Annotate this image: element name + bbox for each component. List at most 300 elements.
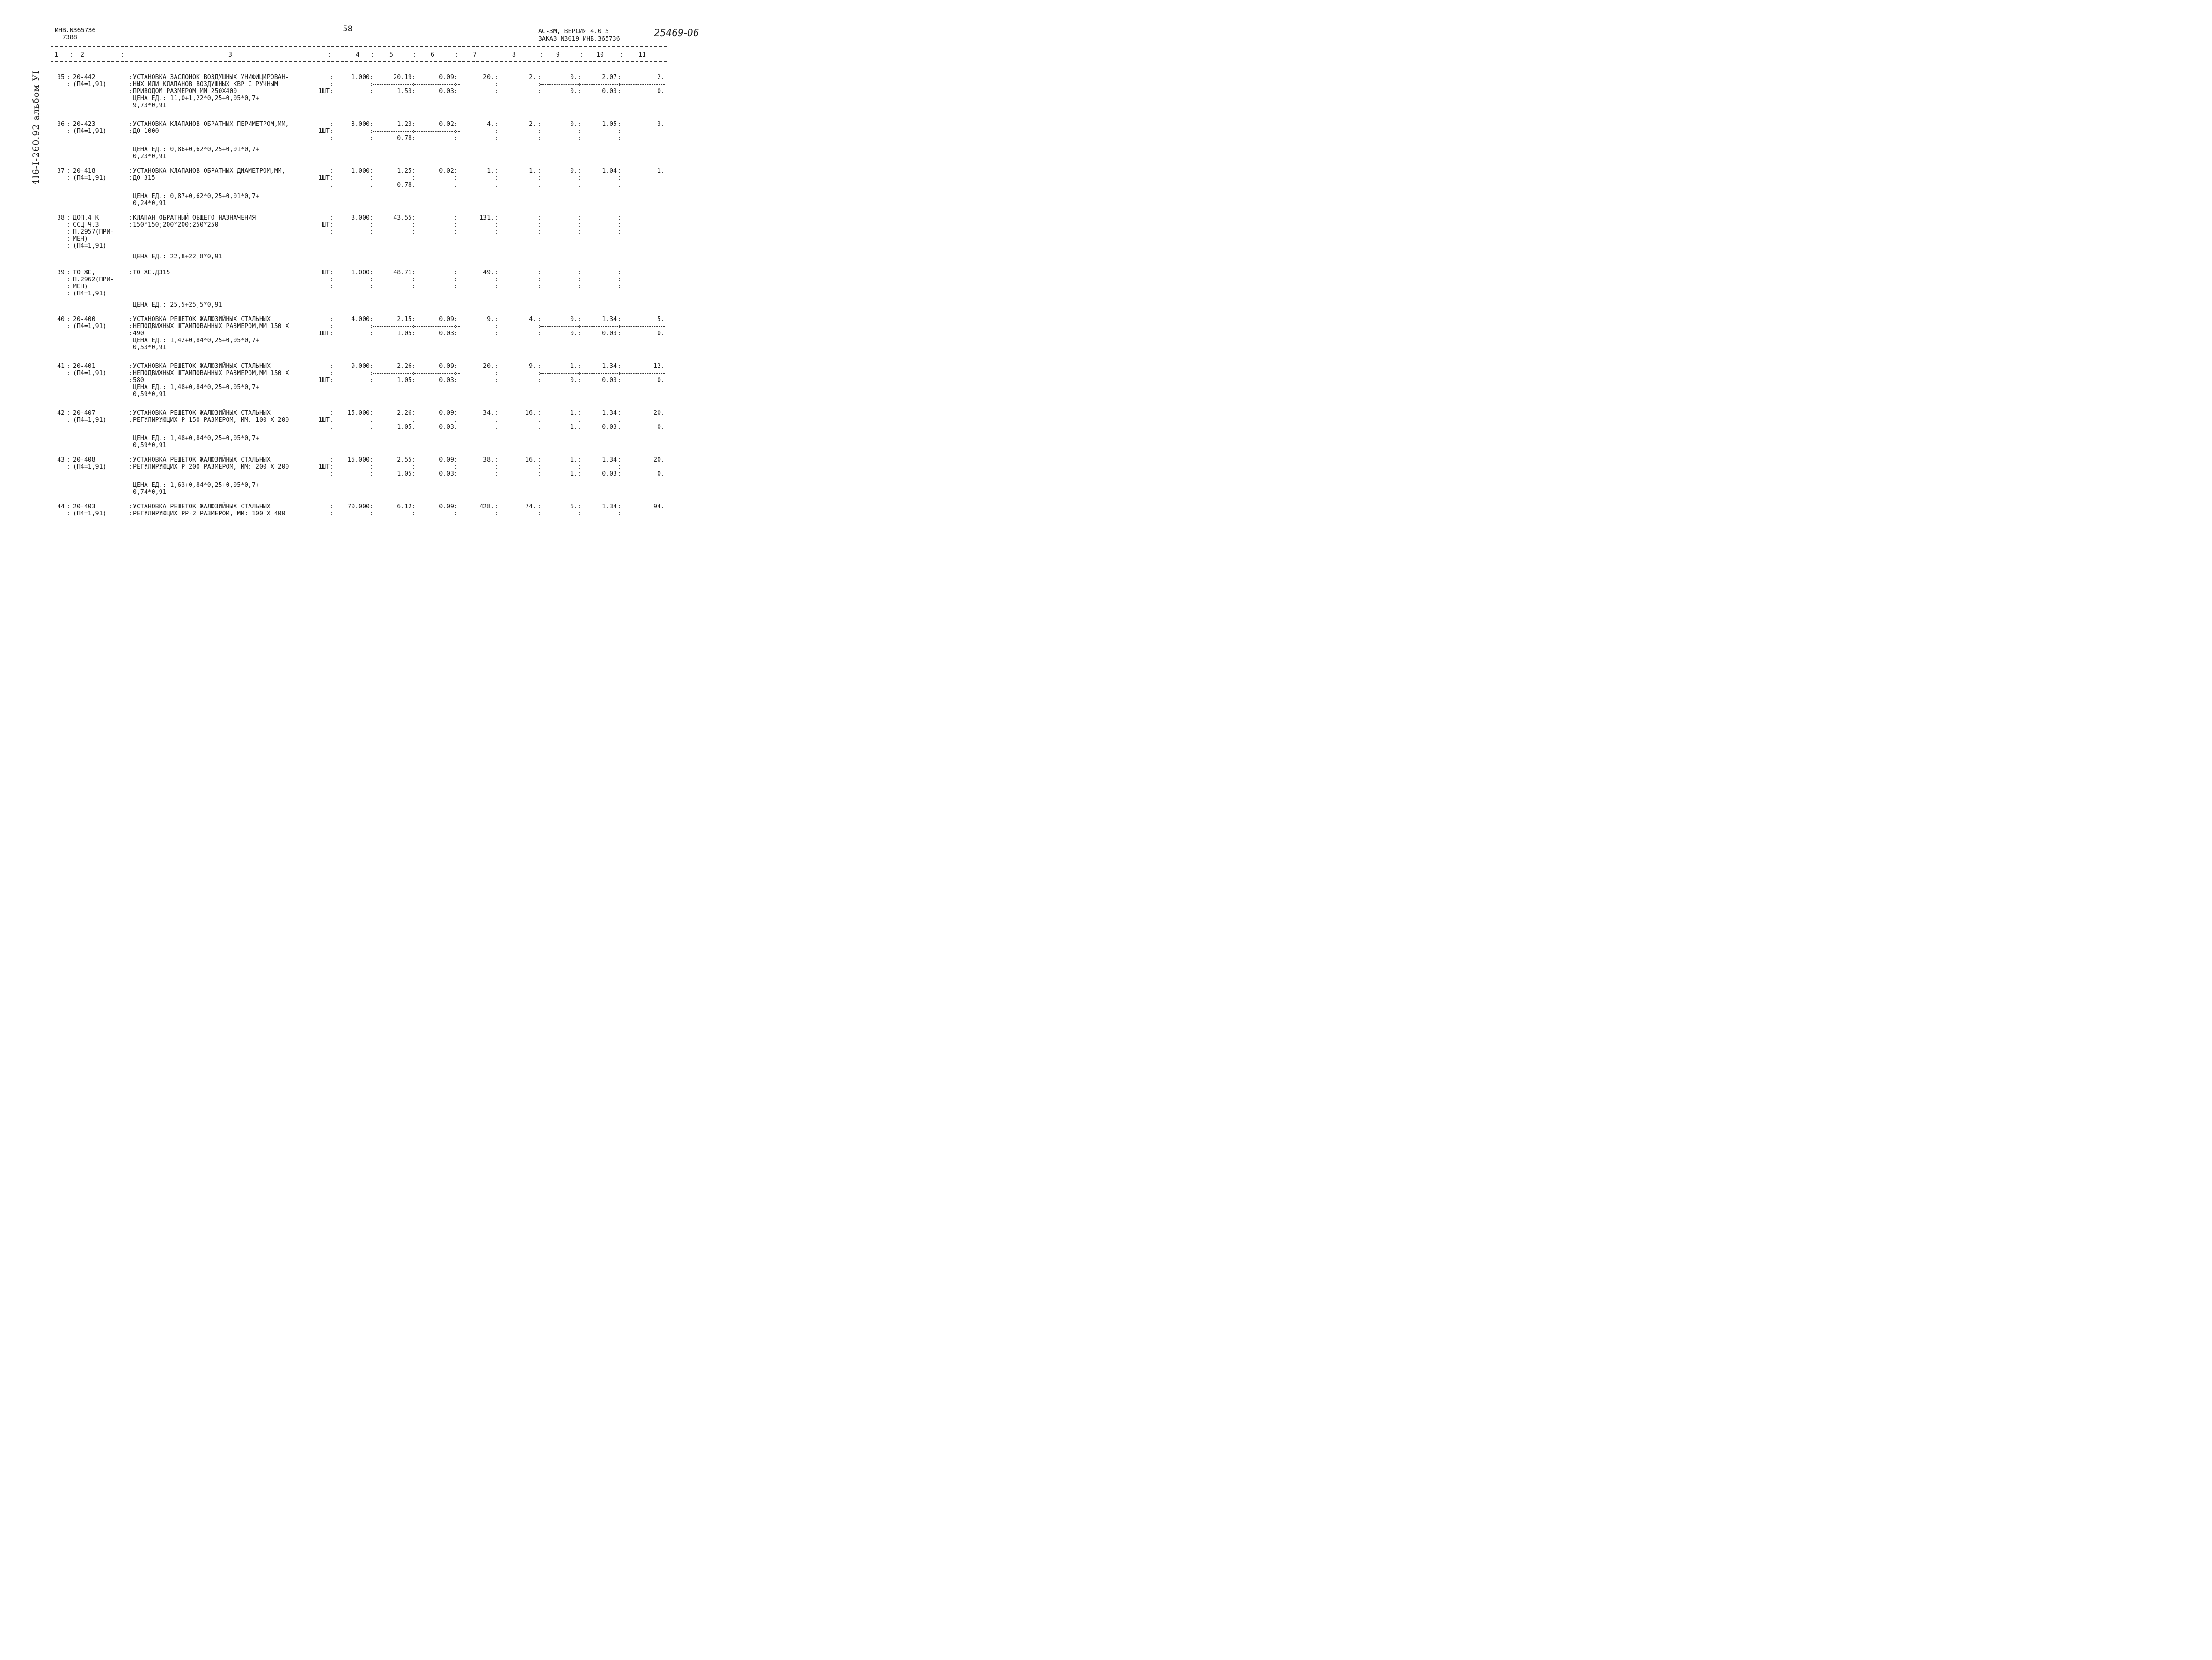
quantity: 1.000 — [351, 74, 370, 81]
cell-separator: : — [578, 510, 581, 517]
work-description: ПРИВОДОМ РАЗМЕРОМ,ММ 250Х400 — [133, 88, 237, 95]
cell-separator: : — [412, 182, 416, 189]
total-cost: 1. — [487, 168, 494, 175]
labor-total: 5. — [657, 316, 665, 323]
cell-separator: : — [128, 175, 132, 182]
cell-separator: : — [370, 363, 374, 370]
total-wages: 1. — [529, 168, 536, 175]
cell-separator: : — [412, 363, 416, 370]
column-header-10: 10 — [596, 51, 604, 59]
cell-separator: : — [370, 168, 374, 175]
cell-separator: : — [618, 269, 622, 276]
cell-separator: : — [618, 316, 622, 323]
row-number: 42 — [57, 410, 65, 417]
cell-separator: : — [128, 168, 132, 175]
cell-separator: : — [128, 128, 132, 135]
cell-separator: : — [494, 269, 498, 276]
cell-separator: : — [618, 330, 622, 337]
cell-separator: : — [330, 456, 333, 463]
total-cost: 49. — [483, 269, 494, 276]
cell-separator: : — [454, 410, 458, 417]
cell-separator: : — [454, 283, 458, 290]
total-wages: 9. — [529, 363, 536, 370]
cell-separator: : — [370, 323, 374, 330]
handwritten-number: 25469-06 — [654, 27, 699, 38]
cell-separator: : — [537, 88, 541, 95]
subtotal-rule — [540, 373, 665, 374]
cell-separator: : — [370, 330, 374, 337]
cell-separator: : — [330, 363, 333, 370]
rate-code: 20-401 — [73, 363, 95, 370]
column-header-separator: : — [496, 51, 500, 59]
row-number: 44 — [57, 503, 65, 510]
cell-separator: : — [128, 81, 132, 88]
cell-separator: : — [454, 175, 458, 182]
labor-unit-machinists: 0.03 — [602, 424, 617, 431]
column-header-separator: : — [413, 51, 417, 59]
labor-total-machinists: 0. — [657, 377, 665, 384]
unit-cost-total: 2.26 — [397, 363, 412, 370]
column-header-8: 8 — [512, 51, 516, 59]
cell-separator: : — [128, 370, 132, 377]
row-number: 36 — [57, 121, 65, 128]
cell-separator: : — [128, 410, 132, 417]
total-machines: 6. — [570, 503, 578, 510]
column-header-separator: : — [328, 51, 331, 59]
row-number: 43 — [57, 456, 65, 463]
work-description: РЕГУЛИРУЮЩИХ Р 150 РАЗМЕРОМ, ММ: 100 Х 200 — [133, 417, 289, 424]
cell-separator: : — [618, 283, 622, 290]
cell-separator: : — [370, 417, 374, 424]
total-cost: 131. — [479, 214, 494, 221]
cell-separator: : — [494, 363, 498, 370]
cell-separator: : — [578, 456, 581, 463]
unit-cost-machines: 0.09 — [439, 503, 454, 510]
cell-separator: : — [66, 503, 70, 510]
document-page — [0, 0, 723, 544]
cell-separator: : — [578, 410, 581, 417]
cell-separator: : — [537, 283, 541, 290]
subtotal-rule — [540, 326, 665, 327]
unit-price-formula: ЦЕНА ЕД.: 22,8+22,8*0,91 — [133, 253, 222, 260]
cell-separator: : — [370, 128, 374, 135]
cell-separator: : — [370, 463, 374, 470]
total-machines: 1. — [570, 456, 578, 463]
cell-separator: : — [454, 470, 458, 477]
work-description: ДО 315 — [133, 175, 155, 182]
unit-cost-machines: 0.02 — [439, 168, 454, 175]
cell-separator: : — [578, 276, 581, 283]
total-wages: 4. — [529, 316, 536, 323]
rate-code: 20-408 — [73, 456, 95, 463]
cell-separator: : — [370, 370, 374, 377]
row-number: 41 — [57, 363, 65, 370]
rate-code: (П4=1,91) — [73, 128, 107, 135]
cell-separator: : — [537, 424, 541, 431]
cell-separator: : — [412, 417, 416, 424]
cell-separator: : — [330, 463, 333, 470]
cell-separator: : — [578, 269, 581, 276]
column-header-row — [51, 51, 668, 59]
rate-code: МЕН) — [73, 235, 88, 242]
cell-separator: : — [537, 316, 541, 323]
rate-code: 20-418 — [73, 168, 95, 175]
cell-separator: : — [370, 74, 374, 81]
labor-total-machinists: 0. — [657, 470, 665, 477]
cell-separator: : — [370, 228, 374, 235]
unit-cost-machines: 0.09 — [439, 316, 454, 323]
header-rule-top — [51, 46, 667, 47]
unit: 1ШТ — [318, 175, 330, 182]
cell-separator: : — [454, 323, 458, 330]
cell-separator: : — [578, 370, 581, 377]
cell-separator: : — [578, 377, 581, 384]
cell-separator: : — [494, 168, 498, 175]
unit-cost-wages: 1.05 — [397, 424, 412, 431]
cell-separator: : — [578, 417, 581, 424]
labor-unit: 2.07 — [602, 74, 617, 81]
cell-separator: : — [454, 135, 458, 142]
column-header-separator: : — [539, 51, 543, 59]
cell-separator: : — [66, 121, 70, 128]
labor-total: 20. — [653, 456, 665, 463]
cell-separator: : — [66, 242, 70, 250]
labor-total: 2. — [657, 74, 665, 81]
work-description: НЫХ ИЛИ КЛАПАНОВ ВОЗДУШНЫХ КВР С РУЧНЫМ — [133, 81, 278, 88]
row-number: 40 — [57, 316, 65, 323]
rate-code: 20-407 — [73, 410, 95, 417]
total-machine-wages: 0. — [570, 88, 578, 95]
cell-separator: : — [454, 269, 458, 276]
cell-separator: : — [412, 74, 416, 81]
labor-unit: 1.34 — [602, 503, 617, 510]
rate-code: (П4=1,91) — [73, 242, 107, 250]
unit-cost-machines: 0.09 — [439, 410, 454, 417]
unit-cost-total: 1.25 — [397, 168, 412, 175]
cell-separator: : — [618, 74, 622, 81]
unit-price-formula: 0,23*0,91 — [133, 153, 167, 160]
cell-separator: : — [66, 235, 70, 242]
rate-code: (П4=1,91) — [73, 290, 107, 297]
rate-code: 20-403 — [73, 503, 95, 510]
cell-separator: : — [578, 283, 581, 290]
cell-separator: : — [128, 417, 132, 424]
cell-separator: : — [454, 456, 458, 463]
rate-code: 20-423 — [73, 121, 95, 128]
cell-separator: : — [454, 330, 458, 337]
total-cost: 9. — [487, 316, 494, 323]
cell-separator: : — [66, 370, 70, 377]
cell-separator: : — [618, 121, 622, 128]
cell-separator: : — [578, 503, 581, 510]
cell-separator: : — [578, 470, 581, 477]
rate-code: (П4=1,91) — [73, 175, 107, 182]
total-cost: 20. — [483, 363, 494, 370]
cell-separator: : — [537, 330, 541, 337]
cell-separator: : — [454, 316, 458, 323]
table-row — [51, 74, 668, 126]
cell-separator: : — [370, 503, 374, 510]
cell-separator: : — [128, 214, 132, 221]
total-cost: 34. — [483, 410, 494, 417]
cell-separator: : — [578, 182, 581, 189]
cell-separator: : — [618, 510, 622, 517]
column-header-separator: : — [69, 51, 73, 59]
work-description: 490 — [133, 330, 144, 337]
cell-separator: : — [412, 377, 416, 384]
cell-separator: : — [412, 503, 416, 510]
unit-price-formula: ЦЕНА ЕД.: 11,0+1,22*0,25+0,05*0,7+ — [133, 95, 259, 102]
cell-separator: : — [412, 121, 416, 128]
cell-separator: : — [454, 463, 458, 470]
unit-cost-total: 6.12 — [397, 503, 412, 510]
work-description: РЕГУЛИРУЮЩИХ Р 200 РАЗМЕРОМ, ММ: 200 Х 200 — [133, 463, 289, 470]
cell-separator: : — [66, 128, 70, 135]
header-rule-bottom — [51, 61, 667, 62]
unit-price-formula: ЦЕНА ЕД.: 1,42+0,84*0,25+0,05*0,7+ — [133, 337, 259, 344]
cell-separator: : — [66, 410, 70, 417]
cell-separator: : — [494, 74, 498, 81]
cell-separator: : — [537, 128, 541, 135]
cell-separator: : — [370, 316, 374, 323]
unit-price-formula: 0,59*0,91 — [133, 391, 167, 398]
total-wages: 16. — [525, 410, 536, 417]
cell-separator: : — [454, 88, 458, 95]
total-machine-wages: 1. — [570, 424, 578, 431]
unit-cost-machine-wages: 0.03 — [439, 88, 454, 95]
cell-separator: : — [370, 214, 374, 221]
unit-cost-wages: 1.05 — [397, 330, 412, 337]
unit-cost-machine-wages: 0.03 — [439, 424, 454, 431]
work-description: 150*150;200*200;250*250 — [133, 221, 219, 228]
work-description: УСТАНОВКА ЗАСЛОНОК ВОЗДУШНЫХ УНИФИЦИРОВАН- — [133, 74, 289, 81]
labor-unit-machinists: 0.03 — [602, 377, 617, 384]
rate-code: ТО ЖЕ, — [73, 269, 95, 276]
table-row — [51, 269, 668, 322]
rate-code: (П4=1,91) — [73, 370, 107, 377]
cell-separator: : — [66, 323, 70, 330]
cell-separator: : — [330, 121, 333, 128]
cell-separator: : — [412, 135, 416, 142]
column-header-separator: : — [620, 51, 623, 59]
rate-code: МЕН) — [73, 283, 88, 290]
cell-separator: : — [494, 456, 498, 463]
cell-separator: : — [494, 503, 498, 510]
cell-separator: : — [618, 276, 622, 283]
unit-cost-wages: 1.05 — [397, 470, 412, 477]
cell-separator: : — [412, 510, 416, 517]
cell-separator: : — [618, 135, 622, 142]
cell-separator: : — [494, 316, 498, 323]
cell-separator: : — [412, 175, 416, 182]
cell-separator: : — [66, 456, 70, 463]
cell-separator: : — [66, 417, 70, 424]
cell-separator: : — [412, 283, 416, 290]
unit: 1ШТ — [318, 463, 330, 470]
cell-separator: : — [128, 330, 132, 337]
column-header-3: 3 — [228, 51, 232, 59]
cell-separator: : — [66, 175, 70, 182]
table-row — [51, 168, 668, 220]
cell-separator: : — [412, 214, 416, 221]
total-machines: 1. — [570, 363, 578, 370]
cell-separator: : — [537, 182, 541, 189]
column-header-2: 2 — [81, 51, 84, 59]
table-row — [51, 503, 668, 544]
cell-separator: : — [578, 121, 581, 128]
cell-separator: : — [454, 214, 458, 221]
cell-separator: : — [330, 88, 333, 95]
cell-separator: : — [618, 323, 622, 330]
quantity: 4.000 — [351, 316, 370, 323]
cell-separator: : — [537, 463, 541, 470]
cell-separator: : — [618, 410, 622, 417]
cell-separator: : — [494, 470, 498, 477]
labor-total: 94. — [653, 503, 665, 510]
unit-cost-total: 1.23 — [397, 121, 412, 128]
labor-unit: 1.34 — [602, 410, 617, 417]
cell-separator: : — [578, 316, 581, 323]
rate-code: ССЦ Ч.3 — [73, 221, 99, 228]
cell-separator: : — [618, 175, 622, 182]
cell-separator: : — [66, 214, 70, 221]
cell-separator: : — [578, 168, 581, 175]
cell-separator: : — [494, 276, 498, 283]
labor-total-machinists: 0. — [657, 424, 665, 431]
cell-separator: : — [537, 417, 541, 424]
cell-separator: : — [578, 175, 581, 182]
rate-code: (П4=1,91) — [73, 323, 107, 330]
cell-separator: : — [370, 377, 374, 384]
cell-separator: : — [618, 463, 622, 470]
cell-separator: : — [578, 323, 581, 330]
cell-separator: : — [330, 330, 333, 337]
work-description: УСТАНОВКА РЕШЕТОК ЖАЛЮЗИЙНЫХ СТАЛЬНЫХ — [133, 363, 271, 370]
cell-separator: : — [618, 128, 622, 135]
cell-separator: : — [330, 510, 333, 517]
cell-separator: : — [454, 128, 458, 135]
cell-separator: : — [66, 290, 70, 297]
page-number: - 58- — [333, 24, 358, 34]
cell-separator: : — [454, 74, 458, 81]
cell-separator: : — [537, 168, 541, 175]
cell-separator: : — [618, 363, 622, 370]
unit-cost-wages: 0.78 — [397, 182, 412, 189]
total-machines: 0. — [570, 74, 578, 81]
unit: ШТ — [322, 221, 330, 228]
cell-separator: : — [537, 135, 541, 142]
cell-separator: : — [128, 456, 132, 463]
cell-separator: : — [494, 182, 498, 189]
cell-separator: : — [578, 88, 581, 95]
unit-cost-total: 2.55 — [397, 456, 412, 463]
unit-price-formula: ЦЕНА ЕД.: 1,63+0,84*0,25+0,05*0,7+ — [133, 482, 259, 489]
cell-separator: : — [537, 74, 541, 81]
cell-separator: : — [412, 276, 416, 283]
column-header-separator: : — [455, 51, 459, 59]
cell-separator: : — [412, 168, 416, 175]
unit-price-formula: ЦЕНА ЕД.: 0,86+0,62*0,25+0,01*0,7+ — [133, 146, 259, 153]
cell-separator: : — [330, 276, 333, 283]
cell-separator: : — [128, 363, 132, 370]
unit-cost-machines: 0.09 — [439, 456, 454, 463]
cell-separator: : — [128, 463, 132, 470]
rate-code: (П4=1,91) — [73, 463, 107, 470]
cell-separator: : — [537, 81, 541, 88]
cell-separator: : — [412, 323, 416, 330]
labor-unit: 1.34 — [602, 316, 617, 323]
rate-code: (П4=1,91) — [73, 81, 107, 88]
row-number: 39 — [57, 269, 65, 276]
cell-separator: : — [537, 121, 541, 128]
work-description: УСТАНОВКА РЕШЕТОК ЖАЛЮЗИЙНЫХ СТАЛЬНЫХ — [133, 456, 271, 463]
labor-total: 1. — [657, 168, 665, 175]
table-row — [51, 363, 668, 415]
cell-separator: : — [370, 456, 374, 463]
work-description: КЛАПАН ОБРАТНЫЙ ОБЩЕГО НАЗНАЧЕНИЯ — [133, 214, 256, 221]
cell-separator: : — [128, 221, 132, 228]
cell-separator: : — [454, 363, 458, 370]
cell-separator: : — [66, 283, 70, 290]
cell-separator: : — [66, 228, 70, 235]
total-wages: 74. — [525, 503, 536, 510]
cell-separator: : — [494, 214, 498, 221]
cell-separator: : — [66, 221, 70, 228]
cell-separator: : — [454, 503, 458, 510]
unit: 1ШТ — [318, 88, 330, 95]
quantity: 15.000 — [347, 410, 370, 417]
cell-separator: : — [618, 88, 622, 95]
labor-total-machinists: 0. — [657, 330, 665, 337]
row-number: 37 — [57, 168, 65, 175]
column-header-separator: : — [579, 51, 583, 59]
work-description: НЕПОДВИЖНЫХ ШТАМПОВАННЫХ РАЗМЕРОМ,ММ 150 Х — [133, 323, 289, 330]
unit: 1ШТ — [318, 417, 330, 424]
cell-separator: : — [578, 363, 581, 370]
cell-separator: : — [578, 128, 581, 135]
unit-cost-machine-wages: 0.03 — [439, 377, 454, 384]
cell-separator: : — [330, 228, 333, 235]
cell-separator: : — [330, 128, 333, 135]
cell-separator: : — [494, 424, 498, 431]
cell-separator: : — [66, 269, 70, 276]
cell-separator: : — [128, 74, 132, 81]
cell-separator: : — [66, 463, 70, 470]
cell-separator: : — [618, 424, 622, 431]
cell-separator: : — [578, 463, 581, 470]
cell-separator: : — [330, 323, 333, 330]
total-cost: 38. — [483, 456, 494, 463]
cell-separator: : — [494, 510, 498, 517]
cell-separator: : — [578, 135, 581, 142]
cell-separator: : — [128, 316, 132, 323]
cell-separator: : — [330, 168, 333, 175]
unit-cost-wages: 1.53 — [397, 88, 412, 95]
subtotal-rule — [373, 131, 460, 132]
labor-total-machinists: 0. — [657, 88, 665, 95]
labor-total: 20. — [653, 410, 665, 417]
cell-separator: : — [618, 228, 622, 235]
cell-separator: : — [578, 424, 581, 431]
cell-separator: : — [494, 323, 498, 330]
cell-separator: : — [537, 377, 541, 384]
unit-cost-machines: 0.09 — [439, 363, 454, 370]
cell-separator: : — [618, 214, 622, 221]
labor-unit: 1.05 — [602, 121, 617, 128]
table-row — [51, 456, 668, 509]
column-header-4: 4 — [356, 51, 359, 59]
rate-code: 20-400 — [73, 316, 95, 323]
